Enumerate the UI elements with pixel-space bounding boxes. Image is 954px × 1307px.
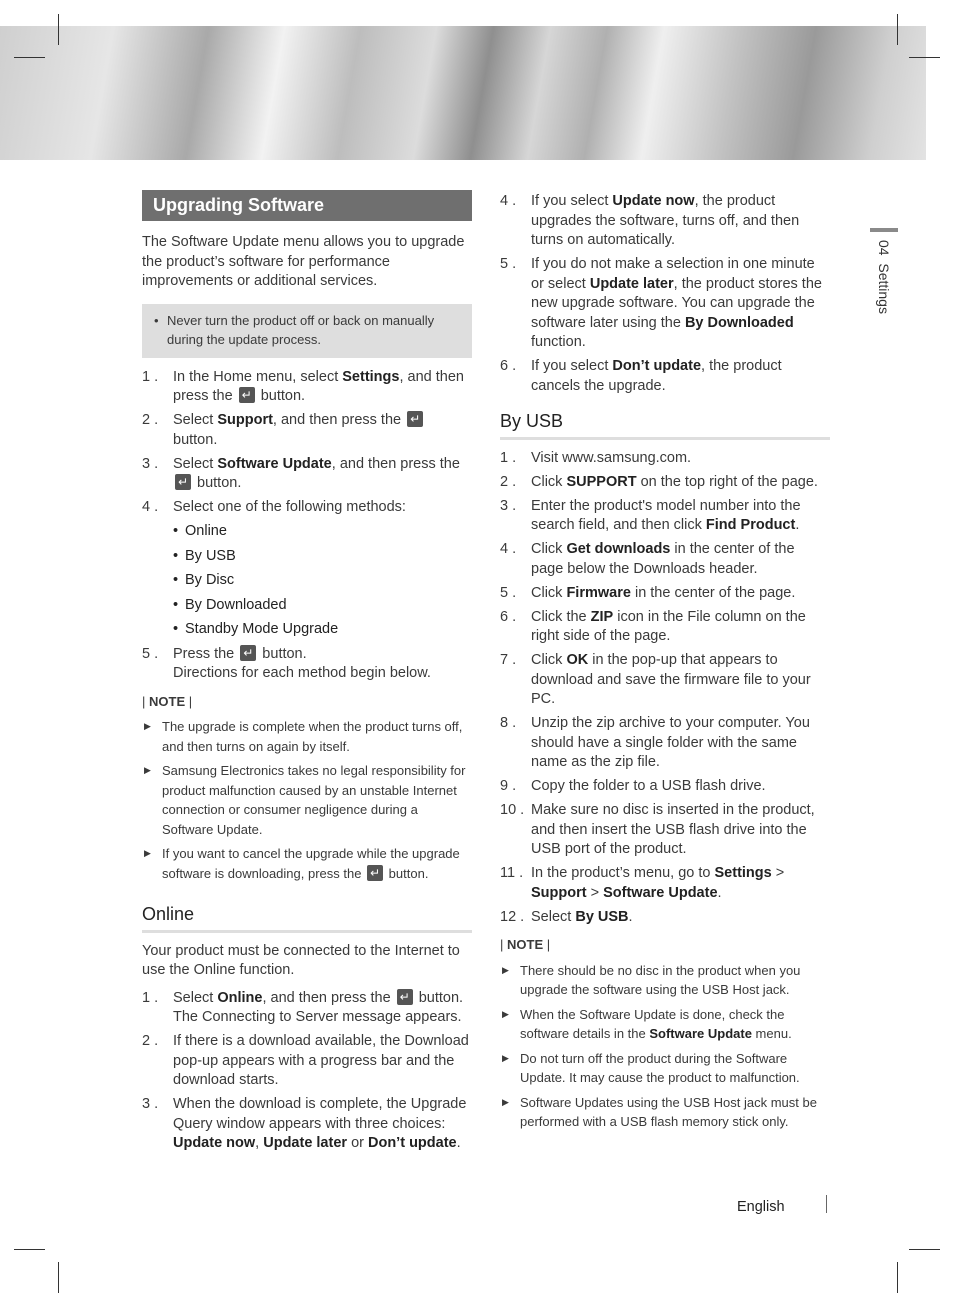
enter-icon <box>240 645 256 661</box>
step-text <box>531 192 830 251</box>
note-label-text: NOTE <box>149 693 186 709</box>
steps-list <box>500 449 830 928</box>
text-part: in the pop-up that appears to download and save the firmware file to your PC. <box>531 652 811 707</box>
emphasis-text: Support <box>531 884 587 901</box>
step-number: 5 . <box>142 645 159 662</box>
chapter-number: 04 <box>876 240 892 256</box>
list-item <box>500 497 830 536</box>
text-part: button. <box>173 431 218 448</box>
side-tab-marker <box>870 228 898 232</box>
step-number: 1 . <box>142 368 159 385</box>
text-part: , <box>255 1135 264 1151</box>
emphasis-text: Software Update <box>217 455 332 472</box>
note-item <box>500 1049 830 1088</box>
bullet-icon: • <box>173 621 179 637</box>
text-part: If you select <box>531 193 613 209</box>
step-text <box>531 584 830 604</box>
text-part: Software Updates using the USB Host jack must be performed with a USB flash memory stick only. <box>520 1094 817 1129</box>
text-part: , and then press the <box>272 412 406 428</box>
text-part: , and then press the <box>173 368 464 404</box>
side-tab-label <box>868 240 898 360</box>
step-text <box>531 651 830 710</box>
text-part: . <box>456 1135 461 1151</box>
triangle-bullet-icon: ▶ <box>502 1052 509 1063</box>
text-part: If you select <box>531 358 613 374</box>
method-label: Standby Mode Upgrade <box>185 621 339 637</box>
step-number: 5 . <box>500 584 517 601</box>
text-part: icon in the File column on the right side of the page. <box>531 608 806 644</box>
text-part: Select <box>173 455 218 472</box>
method-label: Online <box>185 523 227 539</box>
step-text <box>173 1032 472 1091</box>
text-part: Click the <box>531 608 591 625</box>
text-part: Visit www.samsung.com. <box>531 449 692 466</box>
crop-mark <box>909 57 940 58</box>
step-text <box>531 473 830 493</box>
list-item <box>142 498 472 518</box>
text-part: Select <box>531 908 576 925</box>
triangle-bullet-icon: ▶ <box>144 848 151 858</box>
emphasis-text: Update later <box>589 275 674 292</box>
text-part: Select <box>173 412 218 428</box>
steps-list <box>142 645 472 684</box>
section-title: Upgrading Software <box>142 190 472 221</box>
list-item <box>500 540 830 579</box>
note-item <box>500 1005 830 1044</box>
step-text <box>173 498 472 518</box>
methods-list <box>142 522 472 640</box>
text-part: Copy the folder to a USB flash drive. <box>531 778 766 794</box>
text-part: Click <box>531 652 567 668</box>
step-text-part: Directions for each method begin below. <box>173 665 431 681</box>
header-banner <box>0 26 926 160</box>
crop-mark <box>14 57 45 58</box>
list-item <box>142 1095 472 1154</box>
step-number: 4 . <box>500 541 517 557</box>
step-number: 6 . <box>500 358 517 374</box>
text-part: Click <box>531 541 567 557</box>
list-item <box>500 192 830 251</box>
enter-icon <box>239 387 255 403</box>
text-part: In the Home menu, select <box>173 368 343 385</box>
triangle-bullet-icon: ▶ <box>144 721 151 731</box>
caution-text: Never turn the product off or back on manually during the update process. <box>167 312 435 347</box>
emphasis-text: Firmware <box>566 584 631 601</box>
steps-list <box>142 368 472 518</box>
text-part: > <box>586 884 604 901</box>
step-text <box>173 455 472 494</box>
step-number: 3 . <box>500 497 517 514</box>
emphasis-text: Update later <box>263 1135 348 1151</box>
emphasis-text: Update now <box>173 1135 256 1151</box>
text-part: If you want to cancel the upgrade while the upgrade software is downloading, press the <box>162 846 460 881</box>
caution-box <box>142 304 472 358</box>
emphasis-text: Online <box>217 989 263 1006</box>
step-number: 8 . <box>500 715 517 731</box>
crop-mark <box>58 14 59 45</box>
step-text <box>173 411 472 450</box>
step-number: 4 . <box>500 193 517 209</box>
list-item <box>500 908 830 928</box>
text-part: button. <box>256 388 306 404</box>
note-text <box>520 1005 830 1044</box>
list-item <box>142 645 472 684</box>
note-text <box>162 844 472 883</box>
step-text-part: Press the <box>173 645 239 662</box>
text-part: menu. <box>751 1026 792 1041</box>
crop-mark <box>897 14 898 45</box>
text-part: , and then press the <box>262 989 395 1006</box>
note-label: | NOTE | <box>142 693 193 709</box>
intro-paragraph: The Software Update menu allows you to upgrade the product’s software for performance improvements or additional services. <box>142 234 465 289</box>
step-text <box>531 449 830 469</box>
list-item <box>500 801 830 860</box>
emphasis-text: ZIP <box>590 608 614 625</box>
list-item <box>142 989 472 1028</box>
step-text <box>531 864 830 903</box>
note-label: | NOTE | <box>500 937 551 952</box>
triangle-bullet-icon: ▶ <box>144 765 151 775</box>
step-number: 12 . <box>500 908 525 925</box>
right-column <box>500 192 830 1137</box>
crop-mark <box>897 1262 898 1293</box>
text-part: Click <box>531 473 567 490</box>
enter-icon <box>175 474 191 490</box>
emphasis-text: Support <box>217 412 273 428</box>
note-item <box>142 761 472 839</box>
emphasis-text: Get downloads <box>566 541 671 557</box>
notes-list <box>500 961 830 1132</box>
note-text <box>520 961 830 1000</box>
step-number: 2 . <box>142 412 159 428</box>
text-part: Unzip the zip archive to your computer. You should have a single folder with the same name as the zip file. <box>531 715 810 770</box>
method-item <box>173 571 472 591</box>
note-item <box>500 1093 830 1132</box>
list-item <box>142 1032 472 1091</box>
step-number: 10 . <box>500 802 525 818</box>
emphasis-text: Software Update <box>649 1026 752 1041</box>
step-text <box>531 255 830 353</box>
steps-list <box>500 192 830 396</box>
bullet-icon: • <box>173 572 179 588</box>
notes-list <box>142 717 472 883</box>
step-number: 1 . <box>142 989 159 1006</box>
text-part: Do not turn off the product during the Software Update. It may cause the product to malfunction. <box>520 1050 800 1085</box>
list-item <box>500 255 830 353</box>
text-part: There should be no disc in the product when you upgrade the software using the USB Host jack. <box>520 962 801 997</box>
text-part: If there is a download available, the Download pop-up appears with a progress bar and the download starts. <box>173 1033 469 1088</box>
text-part: in the center of the page. <box>630 584 796 601</box>
text-part: When the Software Update is done, check the software details in the <box>520 1006 785 1041</box>
list-item <box>500 714 830 773</box>
method-label: By Downloaded <box>185 596 287 613</box>
online-heading: Online <box>142 905 472 933</box>
step-number: 2 . <box>142 1033 159 1049</box>
list-item <box>500 584 830 604</box>
note-text <box>520 1049 830 1088</box>
footer-divider <box>826 1195 827 1213</box>
text-part: Click <box>531 584 567 601</box>
emphasis-text: Don’t update <box>368 1135 457 1151</box>
steps-list <box>142 989 472 1154</box>
emphasis-text: By USB <box>575 908 629 925</box>
usb-heading: By USB <box>500 412 830 440</box>
list-item <box>500 777 830 797</box>
emphasis-text: Don’t update <box>612 358 702 374</box>
method-label: By Disc <box>185 572 235 588</box>
bullet-icon: • <box>173 523 179 539</box>
step-text <box>173 989 472 1028</box>
step-text <box>173 1095 472 1154</box>
list-item <box>142 368 472 407</box>
text-part: or <box>347 1135 368 1151</box>
emphasis-text: OK <box>566 652 589 668</box>
note-text <box>520 1093 830 1132</box>
list-item <box>500 608 830 647</box>
text-part: , the product stores the new upgrade software. You can upgrade the software later using the <box>531 275 822 331</box>
online-intro: Your product must be connected to the Internet to use the Online function. <box>142 942 460 978</box>
step-number: 3 . <box>142 1096 159 1112</box>
text-part: Samsung Electronics takes no legal responsibility for product malfunction caused by an unstable Internet connection or consumer negligence during a Software Update. <box>162 763 466 837</box>
method-item <box>173 522 472 542</box>
text-part: , the product upgrades the software, turns off, and then turns on automatically. <box>531 193 800 248</box>
text-part: . <box>628 908 633 925</box>
emphasis-text: Software Update <box>603 884 718 901</box>
enter-icon <box>407 411 423 427</box>
text-part: in the center of the page below the Downloads header. <box>531 541 795 577</box>
step-text <box>173 368 472 407</box>
note-item <box>500 961 830 1000</box>
crop-mark <box>909 1249 940 1250</box>
step-text <box>531 714 830 773</box>
text-part: Make sure no disc is inserted in the product, and then insert the USB flash drive into the USB port of the product. <box>531 802 815 857</box>
step-number: 9 . <box>500 778 517 794</box>
crop-mark <box>14 1249 45 1250</box>
list-item <box>500 651 830 710</box>
step-number: 3 . <box>142 455 159 472</box>
emphasis-text: Settings <box>342 368 400 385</box>
enter-icon <box>367 865 383 881</box>
step-number: 2 . <box>500 473 517 490</box>
note-text <box>162 761 472 839</box>
note-item <box>142 844 472 883</box>
emphasis-text: SUPPORT <box>566 473 637 490</box>
list-item <box>142 411 472 450</box>
bullet-icon: • <box>154 312 159 328</box>
left-column <box>142 190 472 1158</box>
step-text <box>531 608 830 647</box>
text-part: If you do not make a selection in one minute or select <box>531 256 815 292</box>
text-part: , the product cancels the upgrade. <box>531 358 782 394</box>
enter-icon <box>397 989 413 1005</box>
method-item <box>173 620 472 640</box>
step-text <box>531 497 830 536</box>
step-text <box>531 540 830 579</box>
note-text <box>162 717 472 756</box>
method-label: By USB <box>185 547 236 564</box>
triangle-bullet-icon: ▶ <box>502 964 509 975</box>
text-part: The upgrade is complete when the product turns off, and then turns on again by itself. <box>162 719 463 754</box>
text-part: In the product’s menu, go to <box>531 865 715 881</box>
step-text <box>531 908 830 928</box>
list-item <box>142 455 472 494</box>
text-part: Select one of the following methods: <box>173 499 406 515</box>
triangle-bullet-icon: ▶ <box>502 1096 509 1107</box>
step-number: 5 . <box>500 256 517 272</box>
list-item <box>500 864 830 903</box>
step-text-part: button. <box>258 645 307 662</box>
list-item <box>500 473 830 493</box>
triangle-bullet-icon: ▶ <box>502 1008 509 1019</box>
text-part: on the top right of the page. <box>636 473 818 490</box>
bullet-icon: • <box>173 547 179 564</box>
text-part: function. <box>531 334 586 350</box>
crop-mark <box>58 1262 59 1293</box>
step-text <box>531 801 830 860</box>
step-number: 7 . <box>500 652 517 668</box>
text-part: > <box>771 865 785 881</box>
emphasis-text: Find Product <box>705 517 796 533</box>
step-number: 1 . <box>500 449 517 466</box>
text-part: . <box>717 884 722 901</box>
list-item <box>500 449 830 469</box>
footer-language: English <box>737 1199 785 1215</box>
emphasis-text: Settings <box>714 865 772 881</box>
step-text <box>173 645 472 684</box>
text-part: Enter the product's model number into the search field, and then click <box>531 497 801 533</box>
step-text <box>531 357 830 396</box>
note-label-text: NOTE <box>507 937 544 952</box>
text-part: button. <box>385 865 429 881</box>
method-item <box>173 596 472 616</box>
text-part: Select <box>173 989 218 1006</box>
text-part: When the download is complete, the Upgrade Query window appears with three choices: <box>173 1096 467 1132</box>
note-item <box>142 717 472 756</box>
step-number: 6 . <box>500 608 517 625</box>
step-number: 4 . <box>142 499 159 515</box>
method-item <box>173 547 472 567</box>
text-part: , and then press the <box>331 455 460 472</box>
list-item <box>500 357 830 396</box>
step-text <box>531 777 830 797</box>
text-part: button. The Connecting to Server message appears. <box>173 989 464 1025</box>
emphasis-text: Update now <box>612 193 695 209</box>
text-part: . <box>795 517 800 533</box>
text-part: button. <box>193 475 242 491</box>
emphasis-text: By Downloaded <box>684 314 794 331</box>
step-number: 11 . <box>500 865 524 881</box>
chapter-title: Settings <box>876 263 892 314</box>
bullet-icon: • <box>173 596 179 613</box>
